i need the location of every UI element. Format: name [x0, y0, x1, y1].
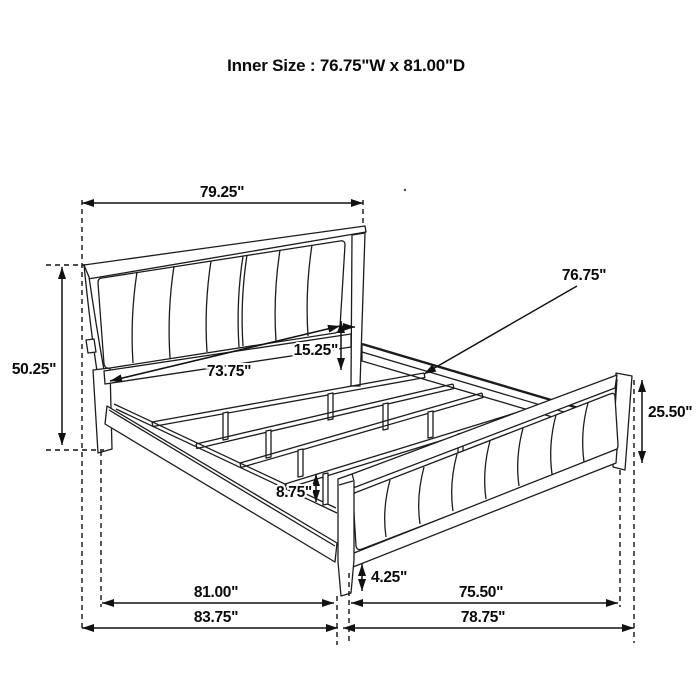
dimension-label: 83.75" — [193, 609, 239, 626]
dimension-label: 78.75" — [460, 609, 506, 626]
dimension-headboard-height — [12, 267, 62, 445]
dimension-headboard-width — [82, 184, 363, 203]
rail-hook-notch — [86, 339, 96, 353]
slat-leg — [323, 473, 328, 505]
diagram-title: Inner Size : 76.75"W x 81.00"D — [227, 56, 465, 75]
slat-leg — [298, 449, 303, 477]
slat-leg — [328, 393, 333, 420]
dimension-label: 73.75" — [206, 363, 252, 380]
dimension-label: 75.50" — [458, 584, 504, 601]
dimension-overall-depth — [82, 609, 338, 628]
dimension-footboard-height — [642, 380, 692, 463]
slat-leg — [428, 411, 433, 438]
stray-mark — [404, 189, 406, 191]
dimension-label: 15.25" — [293, 342, 338, 359]
dimension-footboard-clearance — [362, 564, 407, 591]
dimension-footboard-overall-width — [343, 609, 634, 628]
dimension-label: 79.25" — [199, 184, 245, 201]
footboard-left-post — [338, 474, 354, 596]
bed-drawing — [84, 226, 632, 596]
dimension-label: 76.75" — [561, 267, 607, 284]
dimension-slat-length — [424, 267, 606, 374]
dimension-label: 25.50" — [648, 404, 693, 421]
dimension-label: 50.25" — [11, 361, 57, 378]
dimension-inner-depth — [102, 584, 334, 603]
slat-leg — [223, 412, 228, 440]
dimension-footboard-inner-width — [351, 584, 618, 603]
near-rail-top-face — [109, 410, 335, 546]
dimension-slat-leg-height — [276, 474, 316, 502]
dimension-label: 81.00" — [193, 584, 239, 601]
headboard-right-post — [351, 233, 365, 386]
dimension-label: 8.75" — [275, 484, 312, 501]
dimension-label: 4.25" — [371, 569, 408, 586]
footboard — [338, 373, 632, 596]
